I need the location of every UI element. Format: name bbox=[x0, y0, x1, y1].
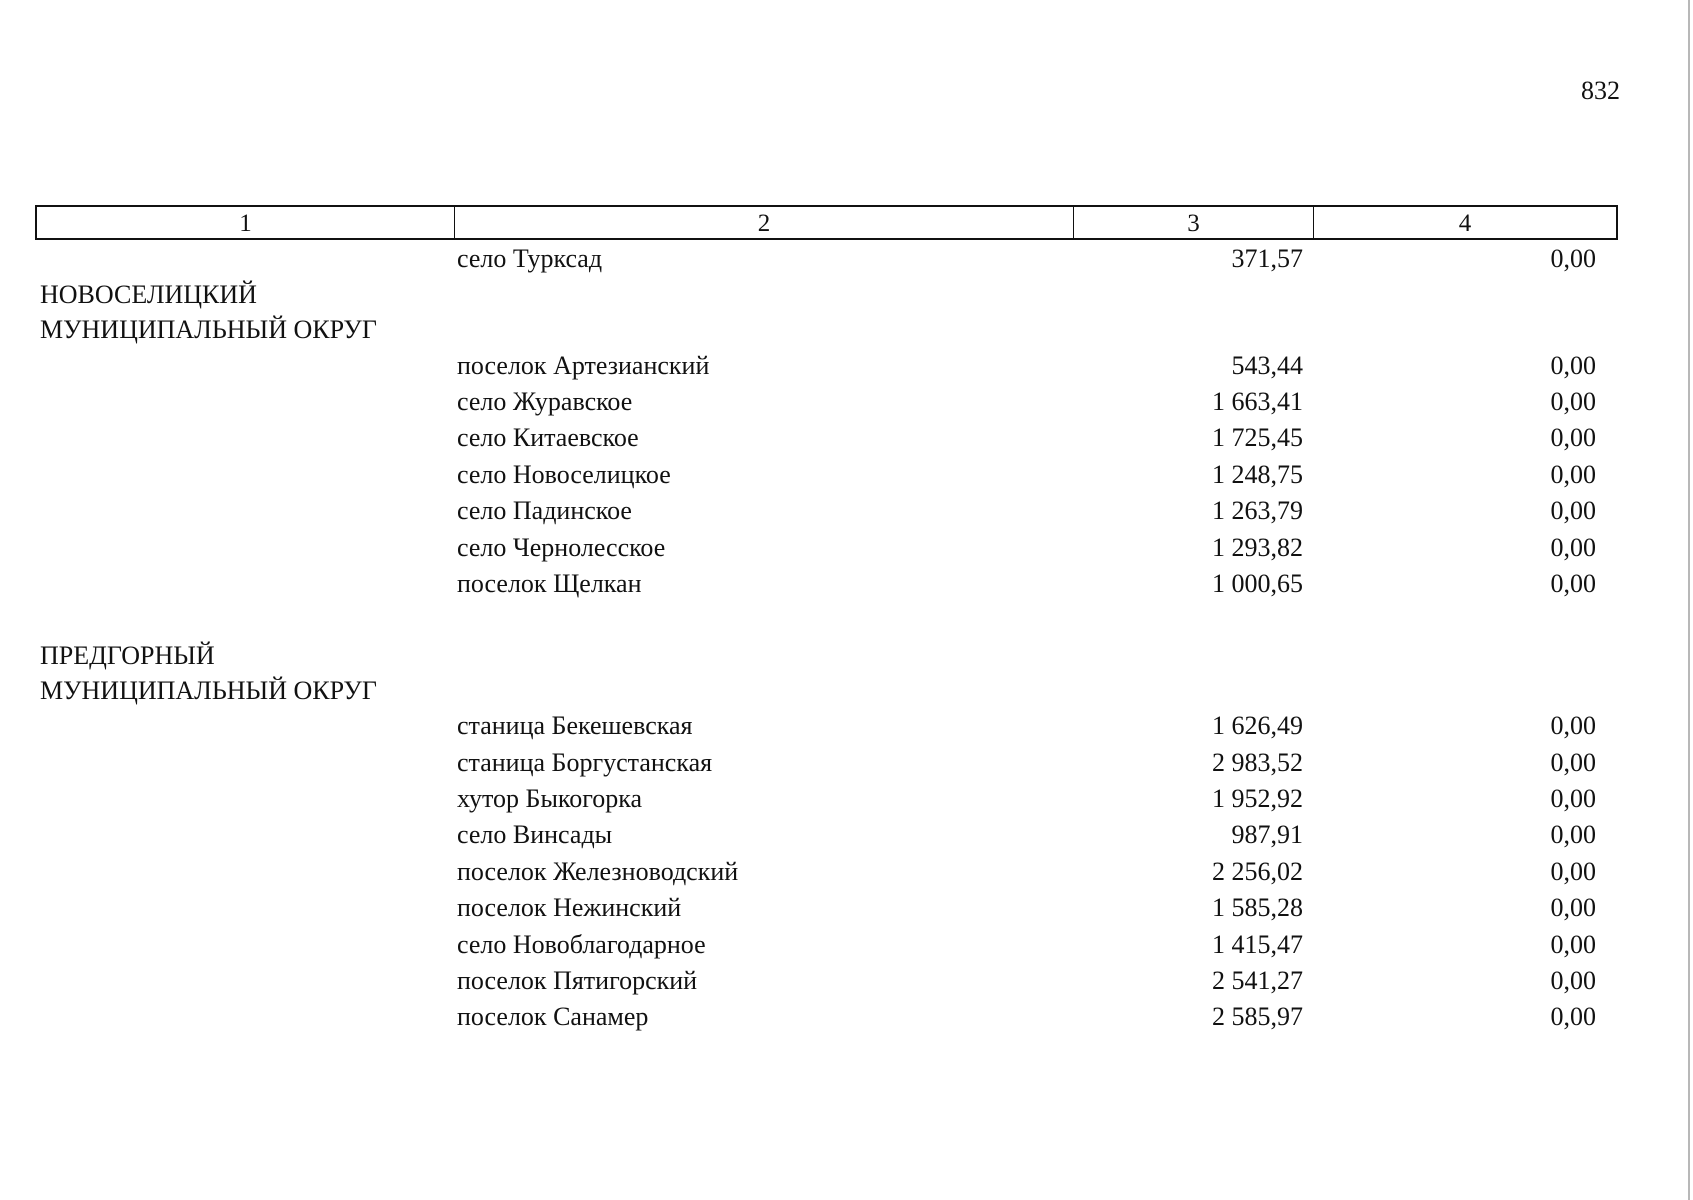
value-col4: 0,00 bbox=[1550, 386, 1596, 416]
table-body bbox=[35, 241, 1618, 1036]
value-col3: 1 626,49 bbox=[1212, 711, 1303, 741]
column-header-4: 4 bbox=[1313, 207, 1616, 238]
value-col3: 543,44 bbox=[1231, 350, 1303, 380]
table-row bbox=[35, 926, 1618, 962]
value-col4: 0,00 bbox=[1550, 532, 1596, 562]
table-row bbox=[35, 420, 1618, 456]
district-title: ПРЕДГОРНЫЙ МУНИЦИПАЛЬНЫЙ ОКРУГ bbox=[40, 641, 377, 706]
value-col4: 0,00 bbox=[1550, 784, 1596, 814]
value-col3: 1 248,75 bbox=[1212, 459, 1303, 489]
value-col3: 1 000,65 bbox=[1212, 568, 1303, 598]
value-col3: 1 293,82 bbox=[1212, 532, 1303, 562]
table-row bbox=[35, 854, 1618, 890]
value-col3: 1 585,28 bbox=[1212, 893, 1303, 923]
table-row bbox=[35, 963, 1618, 999]
table-row bbox=[35, 817, 1618, 853]
settlement-name: станица Бекешевская bbox=[457, 711, 693, 741]
settlement-name: поселок Щелкан bbox=[457, 568, 642, 598]
table-row bbox=[35, 241, 1618, 277]
settlement-name: поселок Нежинский bbox=[457, 893, 682, 923]
value-col4: 0,00 bbox=[1550, 747, 1596, 777]
value-col3: 2 256,02 bbox=[1212, 856, 1303, 886]
settlement-name: поселок Железноводский bbox=[457, 856, 739, 886]
value-col3: 371,57 bbox=[1231, 244, 1303, 274]
table-row bbox=[35, 457, 1618, 493]
table-row bbox=[35, 493, 1618, 529]
value-col4: 0,00 bbox=[1550, 893, 1596, 923]
column-header-2: 2 bbox=[454, 207, 1073, 238]
page-number: 832 bbox=[1581, 76, 1620, 105]
value-col4: 0,00 bbox=[1550, 966, 1596, 996]
settlement-name: поселок Пятигорский bbox=[457, 966, 698, 996]
table-row bbox=[35, 566, 1618, 602]
value-col3: 987,91 bbox=[1231, 820, 1303, 850]
table-row bbox=[35, 347, 1618, 383]
table-row bbox=[35, 890, 1618, 926]
settlement-name: село Чернолесское bbox=[457, 532, 666, 562]
settlement-name: село Журавское bbox=[457, 386, 633, 416]
column-header-3: 3 bbox=[1073, 207, 1313, 238]
settlement-name: село Китаевское bbox=[457, 423, 639, 453]
value-col3: 1 952,92 bbox=[1212, 784, 1303, 814]
settlement-name: село Турксад bbox=[457, 244, 603, 274]
value-col4: 0,00 bbox=[1550, 711, 1596, 741]
value-col3: 1 725,45 bbox=[1212, 423, 1303, 453]
table-row bbox=[35, 745, 1618, 781]
column-header-1: 1 bbox=[239, 209, 252, 237]
settlement-name: село Новоблагодарное bbox=[457, 929, 706, 959]
value-col4: 0,00 bbox=[1550, 423, 1596, 453]
settlement-name: поселок Артезианский bbox=[457, 350, 710, 380]
value-col4: 0,00 bbox=[1550, 568, 1596, 598]
district-title: НОВОСЕЛИЦКИЙ МУНИЦИПАЛЬНЫЙ ОКРУГ bbox=[40, 280, 377, 345]
settlement-name: село Новоселицкое bbox=[457, 459, 671, 489]
value-col3: 2 541,27 bbox=[1212, 966, 1303, 996]
value-col4: 0,00 bbox=[1550, 496, 1596, 526]
value-col4: 0,00 bbox=[1550, 929, 1596, 959]
value-col3: 2 983,52 bbox=[1212, 747, 1303, 777]
table-row bbox=[35, 781, 1618, 817]
table-row bbox=[35, 999, 1618, 1035]
table-column-header bbox=[35, 205, 1618, 240]
value-col4: 0,00 bbox=[1550, 350, 1596, 380]
value-col3: 1 415,47 bbox=[1212, 929, 1303, 959]
value-col4: 0,00 bbox=[1550, 244, 1596, 274]
value-col4: 0,00 bbox=[1550, 856, 1596, 886]
value-col4: 0,00 bbox=[1550, 820, 1596, 850]
value-col4: 0,00 bbox=[1550, 1002, 1596, 1032]
table-row bbox=[35, 529, 1618, 565]
settlement-name: поселок Санамер bbox=[457, 1002, 649, 1032]
settlement-name: село Падинское bbox=[457, 496, 632, 526]
value-col3: 1 263,79 bbox=[1212, 496, 1303, 526]
settlement-name: хутор Быкогорка bbox=[457, 784, 643, 814]
scan-edge-line bbox=[1688, 0, 1690, 1200]
table-row bbox=[35, 708, 1618, 744]
settlement-name: село Винсады bbox=[457, 820, 613, 850]
value-col3: 1 663,41 bbox=[1212, 386, 1303, 416]
settlement-name: станица Боргустанская bbox=[457, 747, 713, 777]
value-col3: 2 585,97 bbox=[1212, 1002, 1303, 1032]
value-col4: 0,00 bbox=[1550, 459, 1596, 489]
table-row bbox=[35, 384, 1618, 420]
